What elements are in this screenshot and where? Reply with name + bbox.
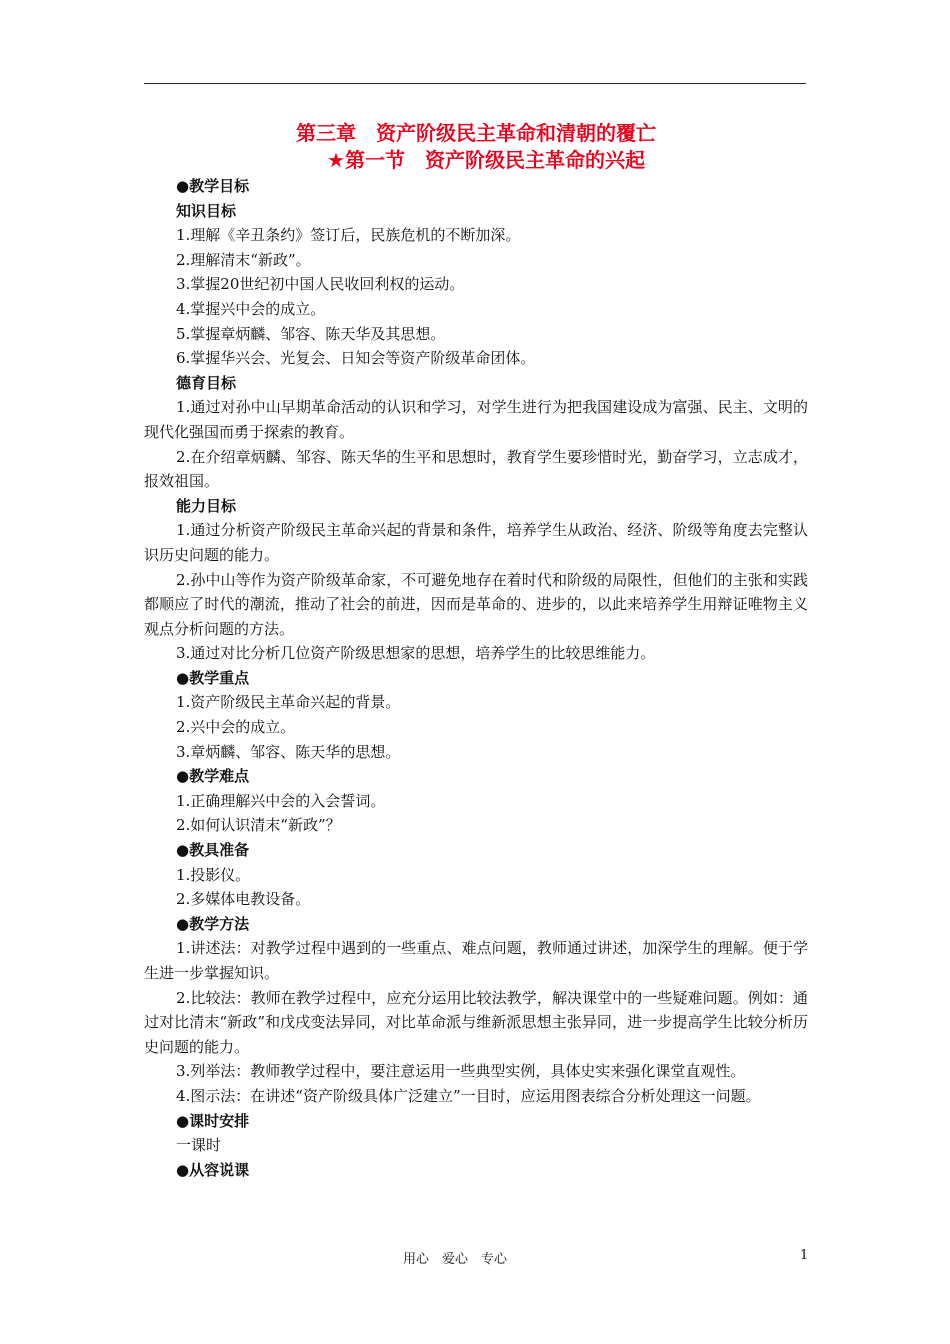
key-point-item: 3.章炳麟、邹容、陈天华的思想。 [176,742,401,761]
knowledge-item: 6.掌握华兴会、光复会、日知会等资产阶级革命团体。 [176,349,536,368]
knowledge-item: 5.掌握章炳麟、邹容、陈天华及其思想。 [176,324,446,343]
method-item: 4.图示法：在讲述“资产阶级具体广泛建立”一目时，应运用图表综合分析处理这一问题。 [176,1086,761,1105]
knowledge-item: 2.理解清末“新政”。 [176,250,311,269]
header-rule [144,83,806,84]
knowledge-item: 1.理解《辛丑条约》签订后，民族危机的不断加深。 [176,226,521,245]
method-item: 3.列举法：教师教学过程中，要注意运用一些典型实例，具体史实来强化课堂直观性。 [176,1062,746,1081]
document-body [144,120,808,1182]
ability-item: 1.通过分析资产阶级民主革命兴起的背景和条件，培养学生从政治、经济、阶级等角度去完整认识历史问题的能力。 [144,521,808,564]
section-title: ★第一节 资产阶级民主革命的兴起 [327,148,645,172]
subheading-knowledge-goals: 知识目标 [176,201,237,220]
tool-item: 2.多媒体电教设备。 [176,890,311,909]
heading-difficulties: ●教学难点 [176,767,250,786]
heading-teaching-goals: ●教学目标 [176,177,250,195]
heading-schedule: ●课时安排 [176,1111,250,1130]
footer-motto: 用心 爱心 专心 [403,1252,508,1267]
schedule-item: 一课时 [176,1136,222,1155]
subheading-ability-goals: 能力目标 [176,496,237,515]
moral-item: 2.在介绍章炳麟、邹容、陈天华的生平和思想时，教育学生要珍惜时光，勤奋学习，立志成才，报效祖国。 [144,447,808,491]
moral-item: 1.通过对孙中山早期革命活动的认识和学习，对学生进行为把我国建设成为富强、民主、文明的现代化强国而勇于探索的教育。 [144,398,808,441]
method-item: 2.比较法：教师在教学过程中，应充分运用比较法教学，解决课堂中的一些疑难问题。例如：通过对比清末“新政”和戊戌变法异同，对比革命派与维新派思想主张异同，进一步提高学生比较分析历史问题的能力。 [144,988,808,1056]
heading-key-points: ●教学重点 [176,668,250,687]
ability-item: 3.通过对比分析几位资产阶级思想家的思想，培养学生的比较思维能力。 [176,644,656,663]
method-item: 1.讲述法：对教学过程中遇到的一些重点、难点问题，教师通过讲述，加深学生的理解。便于学生进一步掌握知识。 [144,939,808,982]
key-point-item: 1.资产阶级民主革命兴起的背景。 [176,693,401,712]
difficulty-item: 2.如何认识清末“新政”？ [176,816,341,835]
difficulty-item: 1.正确理解兴中会的入会誓词。 [176,791,386,810]
heading-teaching-methods: ●教学方法 [176,914,250,933]
key-point-item: 2.兴中会的成立。 [176,718,296,737]
subheading-moral-goals: 德育目标 [176,373,237,392]
ability-item: 2.孙中山等作为资产阶级革命家，不可避免地存在着时代和阶级的局限性，但他们的主张和实践都顺应了时代的潮流，推动了社会的前进，因而是革命的、进步的，以此来培养学生用辩证唯物主义观点分析问题的方法。 [144,570,808,638]
knowledge-item: 4.掌握兴中会的成立。 [176,299,326,318]
knowledge-item: 3.掌握20世纪初中国人民收回利权的运动。 [176,275,465,294]
tool-item: 1.投影仪。 [176,865,251,884]
heading-lecture: ●从容说课 [176,1160,250,1179]
heading-teaching-tools: ●教具准备 [176,841,250,860]
page-number: 1 [800,1248,809,1263]
chapter-title: 第三章 资产阶级民主革命和清朝的覆亡 [296,121,656,145]
